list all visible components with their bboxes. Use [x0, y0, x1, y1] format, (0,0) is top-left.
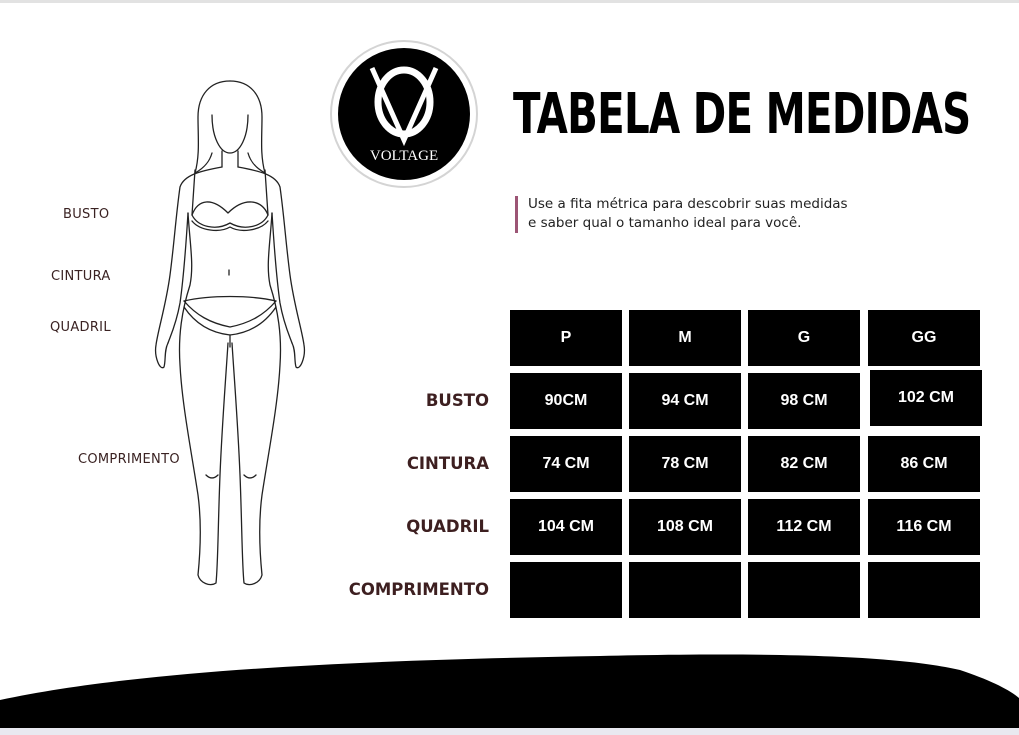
body-figure-illustration	[140, 75, 320, 590]
top-divider	[0, 0, 1019, 3]
table-cell: 98 CM	[748, 373, 860, 429]
subtitle-line-1: Use a fita métrica para descobrir suas medidas	[528, 196, 848, 212]
table-cell: 108 CM	[629, 499, 741, 555]
size-header-g: G	[748, 310, 860, 366]
logo-text: VOLTAGE	[369, 148, 439, 164]
table-cell: 74 CM	[510, 436, 622, 492]
table-cell	[868, 562, 980, 618]
figure-label-cintura: CINTURA	[51, 269, 111, 284]
table-cell: 78 CM	[629, 436, 741, 492]
table-cell: 102 CM	[870, 370, 982, 426]
table-cell: 94 CM	[629, 373, 741, 429]
table-cell	[629, 562, 741, 618]
subtitle-line-2: e saber qual o tamanho ideal para você.	[528, 215, 802, 231]
table-cell: 104 CM	[510, 499, 622, 555]
figure-label-quadril: QUADRIL	[50, 320, 111, 335]
table-cell: 86 CM	[868, 436, 980, 492]
table-cell	[510, 562, 622, 618]
size-header-m: M	[629, 310, 741, 366]
voltage-logo	[330, 40, 478, 188]
subtitle	[528, 195, 888, 233]
table-cell: 112 CM	[748, 499, 860, 555]
table-cell: 82 CM	[748, 436, 860, 492]
row-label-busto: BUSTO	[425, 391, 489, 410]
size-header-gg: GG	[868, 310, 980, 366]
page-title: TABELA DE MEDIDAS	[513, 82, 971, 147]
table-cell: 90CM	[510, 373, 622, 429]
table-cell: 116 CM	[868, 499, 980, 555]
figure-label-busto: BUSTO	[63, 207, 110, 222]
footer-wave-decoration	[0, 640, 1019, 735]
figure-label-comprimento: COMPRIMENTO	[78, 452, 180, 467]
row-label-cintura: CINTURA	[406, 454, 489, 473]
table-cell	[748, 562, 860, 618]
row-label-comprimento: COMPRIMENTO	[348, 580, 489, 599]
row-label-quadril: QUADRIL	[406, 517, 489, 536]
size-header-p: P	[510, 310, 622, 366]
subtitle-accent-bar	[515, 196, 518, 233]
